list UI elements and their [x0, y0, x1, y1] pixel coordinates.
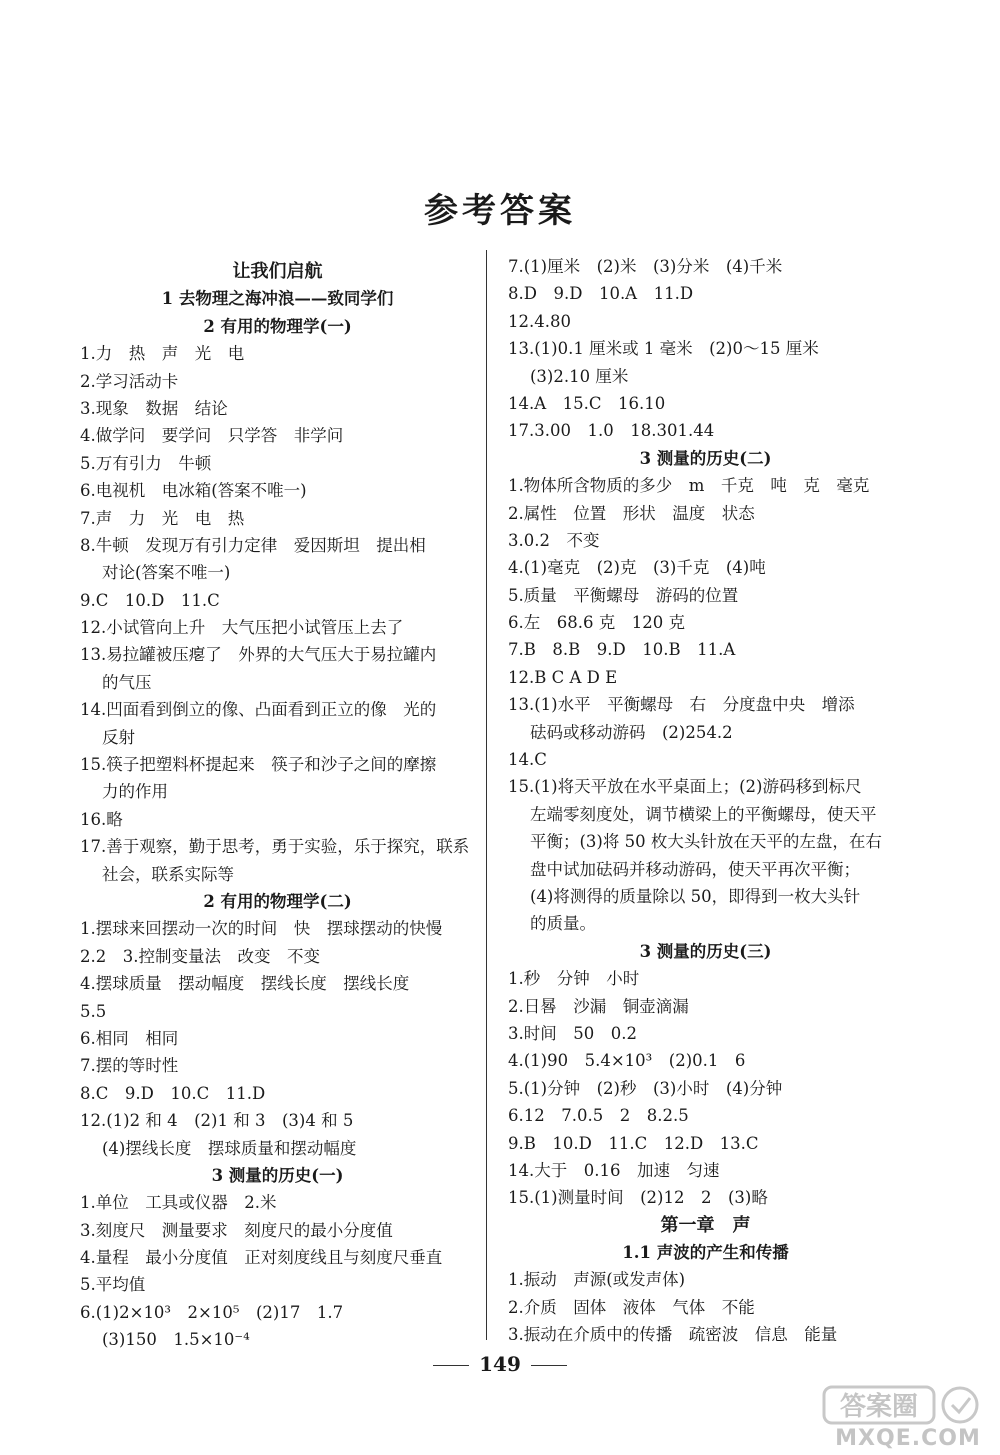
answer-line: 5.(1)分钟 (2)秒 (3)小时 (4)分钟 [508, 1078, 783, 1098]
answer-line: 13.易拉罐被压瘪了 外界的大气压大于易拉罐内 [80, 645, 437, 665]
answer-line: 的质量。 [530, 914, 596, 934]
answer-line: 15.(1)测量时间 (2)12 2 (3)略 [508, 1188, 768, 1208]
footer-dash-right [531, 1365, 567, 1366]
answer-line: 12.小试管向上升 大气压把小试管压上去了 [80, 618, 404, 638]
watermark-top-text: 答案圈 [839, 1392, 919, 1422]
answer-line: 4.摆球质量 摆动幅度 摆线长度 摆线长度 [80, 974, 410, 994]
footer-dash-left [433, 1365, 469, 1366]
answer-line: 13.(1)水平 平衡螺母 右 分度盘中央 增添 [508, 695, 855, 715]
answer-line: 15.(1)将天平放在水平桌面上；(2)游码移到标尺 [508, 777, 862, 797]
page-title: 参考答案 [424, 191, 576, 231]
page-number: 149 [479, 1352, 521, 1376]
answer-line: 12.(1)2 和 4 (2)1 和 3 (3)4 和 5 [80, 1111, 354, 1131]
answer-line: 力的作用 [102, 782, 168, 802]
answer-line: 9.B 10.D 11.C 12.D 13.C [508, 1133, 759, 1153]
section-heading: 第一章 声 [660, 1214, 751, 1236]
section-heading: 2 有用的物理学(一) [203, 316, 352, 336]
answer-line: 3.现象 数据 结论 [80, 398, 228, 418]
answer-line: 1.物体所含物质的多少 m 千克 吨 克 毫克 [508, 476, 870, 496]
answer-line: 6.电视机 电冰箱(答案不唯一) [80, 481, 307, 501]
section-heading: 3 测量的历史(二) [639, 448, 772, 468]
answer-line: (4)摆线长度 摆球质量和摆动幅度 [102, 1138, 357, 1158]
left-answer-column [80, 258, 475, 1354]
answer-line: 8.C 9.D 10.C 11.D [80, 1083, 266, 1103]
answer-line: 14.C [508, 750, 547, 770]
answer-line: 2.2 3.控制变量法 改变 不变 [80, 946, 320, 966]
answer-line: 3.刻度尺 测量要求 刻度尺的最小分度值 [80, 1220, 393, 1240]
right-answer-column [508, 253, 903, 1349]
answer-line: 8.牛顿 发现万有引力定律 爱因斯坦 提出相 [80, 535, 426, 555]
watermark-logo-graphic [820, 1385, 995, 1451]
answer-line: 盘中试加砝码并移动游码，使天平再次平衡； [530, 859, 860, 879]
answer-line: 左端零刻度处，调节横梁上的平衡螺母，使天平 [530, 804, 877, 824]
answer-line: 8.D 9.D 10.A 11.D [508, 284, 694, 304]
answer-line: 15.筷子把塑料杯提起来 筷子和沙子之间的摩擦 [80, 755, 437, 775]
answer-line: 12.4.80 [508, 311, 571, 331]
answer-line: 12.B C A D E [508, 667, 618, 687]
answer-line: 9.C 10.D 11.C [80, 590, 220, 610]
answer-line: 4.(1)90 5.4×10³ (2)0.1 6 [508, 1051, 746, 1071]
answer-line: (3)150 1.5×10⁻⁴ [102, 1330, 250, 1350]
answer-line: 6.左 68.6 克 120 克 [508, 613, 685, 633]
section-heading: 1 去物理之海冲浪——致同学们 [161, 289, 394, 309]
column-divider [486, 250, 487, 1340]
answer-line: 14.凹面看到倒立的像、凸面看到正立的像 光的 [80, 700, 437, 720]
answer-line: 4.(1)毫克 (2)克 (3)千克 (4)吨 [508, 558, 766, 578]
answer-line: 1.振动 声源(或发声体) [508, 1270, 686, 1290]
watermark-bottom-text: MXQE.COM [835, 1426, 981, 1451]
answer-line: (4)将测得的质量除以 50，即得到一枚大头针 [530, 886, 861, 906]
answer-line: 17.3.00 1.0 18.301.44 [508, 421, 715, 441]
answer-line: 2.日晷 沙漏 铜壶滴漏 [508, 996, 689, 1016]
answer-line: 社会，联系实际等 [102, 864, 234, 884]
section-heading: 让我们启航 [232, 261, 323, 282]
answer-line: 的气压 [102, 672, 152, 692]
answer-line: 17.善于观察，勤于思考，勇于实验，乐于探究，联系 [80, 837, 470, 857]
answer-line: 14.大于 0.16 加速 匀速 [508, 1160, 720, 1180]
answer-line: 4.量程 最小分度值 正对刻度线且与刻度尺垂直 [80, 1248, 443, 1268]
section-heading: 3 测量的历史(一) [211, 1165, 344, 1185]
watermark-logo [820, 1385, 995, 1451]
answer-line: 1.摆球来回摆动一次的时间 快 摆球摆动的快慢 [80, 919, 443, 939]
section-heading: 3 测量的历史(三) [639, 941, 772, 961]
answer-line: 3.0.2 不变 [508, 530, 600, 550]
section-heading: 1.1 声波的产生和传播 [622, 1243, 789, 1263]
answer-line: 5.质量 平衡螺母 游码的位置 [508, 585, 739, 605]
answer-line: 6.(1)2×10³ 2×10⁵ (2)17 1.7 [80, 1302, 344, 1322]
answer-line: 1.秒 分钟 小时 [508, 969, 640, 989]
answer-line: 6.相同 相同 [80, 1028, 179, 1048]
answer-line: 7.摆的等时性 [80, 1056, 179, 1076]
answer-line: 反射 [102, 727, 135, 747]
answer-line: 平衡；(3)将 50 枚大头针放在天平的左盘，在右 [530, 832, 882, 852]
answer-line: 7.B 8.B 9.D 10.B 11.A [508, 640, 736, 660]
answer-line: 2.学习活动卡 [80, 371, 179, 391]
answer-line: 14.A 15.C 16.10 [508, 393, 666, 413]
answer-line: 16.略 [80, 809, 123, 829]
answer-line: 5.5 [80, 1001, 107, 1021]
answer-line: (3)2.10 厘米 [530, 366, 629, 386]
answer-line: 5.万有引力 牛顿 [80, 453, 212, 473]
answer-line: 7.(1)厘米 (2)米 (3)分米 (4)千米 [508, 257, 783, 276]
answer-line: 5.平均值 [80, 1275, 146, 1295]
answer-line: 2.属性 位置 形状 温度 状态 [508, 503, 755, 523]
page-number-footer [0, 1352, 1000, 1376]
answer-line: 3.振动在介质中的传播 疏密波 信息 能量 [508, 1325, 838, 1345]
answer-line: 3.时间 50 0.2 [508, 1023, 637, 1043]
section-heading: 2 有用的物理学(二) [203, 891, 352, 911]
answer-line: 13.(1)0.1 厘米或 1 毫米 (2)0～15 厘米 [508, 339, 819, 359]
answer-line: 1.力 热 声 光 电 [80, 344, 245, 364]
answer-line: 7.声 力 光 电 热 [80, 508, 245, 528]
answer-line: 对论(答案不唯一) [102, 563, 231, 583]
answer-line: 1.单位 工具或仪器 2.米 [80, 1193, 277, 1213]
answer-line: 2.介质 固体 液体 气体 不能 [508, 1297, 755, 1317]
answer-line: 4.做学问 要学问 只学答 非学问 [80, 426, 344, 446]
answer-line: 砝码或移动游码 (2)254.2 [530, 722, 733, 742]
answer-line: 6.12 7.0.5 2 8.2.5 [508, 1106, 689, 1126]
